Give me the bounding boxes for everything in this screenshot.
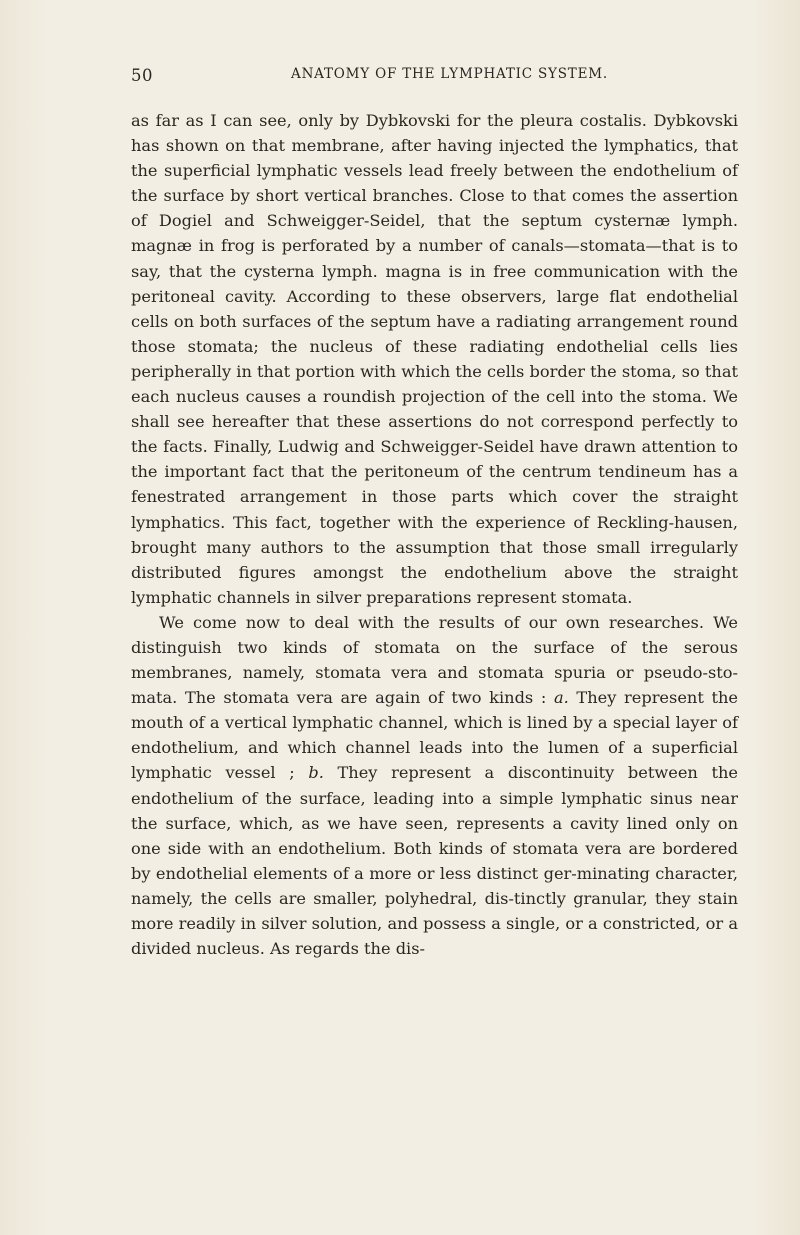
page-number: 50 xyxy=(131,66,153,85)
page-header xyxy=(131,66,738,92)
running-head: ANATOMY OF THE LYMPHATIC SYSTEM. xyxy=(291,66,608,82)
body-text xyxy=(131,108,738,961)
paragraph-1: as far as I can see, only by Dybkovski for the pleura costalis. Dybkovski has shown on that membrane, after having injected the lymphatics, that the superficial lymphatic vessels lead freely between the endothelium of the surface by short vertical branches. Close to that comes the assertion of Dogiel and Schweigger-Seidel, that the septum cysternæ lymph. magnæ in frog is perforated by a number of canals—stomata—that is to say, that the cysterna lymph. magna is in free communication with the peritoneal cavity. According to these observers, large flat endothelial cells on both surfaces of the septum have a radiating arrangement round those stomata; the nucleus of these radiating endothelial cells lies peripherally in that portion with which the cells border the stoma, so that each nucleus causes a roundish projection of the cell into the stoma. We shall see hereafter that these assertions do not correspond perfectly to the facts. Finally, Ludwig and Schweigger-Seidel have drawn attention to the important fact that the peritoneum of the centrum tendineum has a fenestrated arrangement in those parts which cover the straight lymphatics. This fact, together with the experience of Reckling-hausen, brought many authors to the assumption that those small irregularly distributed figures amongst the endothelium above the straight lymphatic channels in silver preparations represent stomata. xyxy=(131,111,738,607)
item-marker-a: a. xyxy=(553,688,569,708)
paragraph-2-part-3: They represent a discontinuity between the endothelium of the surface, leading into a simple lymphatic sinus near the surface, which, as we have seen, represents a cavity lined only on one side with an endothelium. Both kinds of stomata vera are bordered by endothelial elements of a more or less distinct ger-minating character, namely, the cells are smaller, polyhedral, dis-tinctly granular, they stain more readily in silver solution, and possess a single, or a constricted, or a divided nucleus. As regards the dis- xyxy=(131,763,738,959)
paragraph-2 xyxy=(131,610,738,961)
paragraph-2-part-1: We come now to deal with the results of our own researches. We distinguish two kinds of stomata on the surface of the serous membranes, namely, stomata vera and stomata spuria or pseudo-sto-mata. The stomata vera are again of two kinds : xyxy=(131,612,738,708)
paragraph-2-part-2: They represent the mouth of a vertical lymphatic channel, which is lined by a special layer of endothelium, and which channel leads into the lumen of a superficial lymphatic vessel ; xyxy=(131,688,738,783)
item-marker-b: b. xyxy=(308,763,324,783)
